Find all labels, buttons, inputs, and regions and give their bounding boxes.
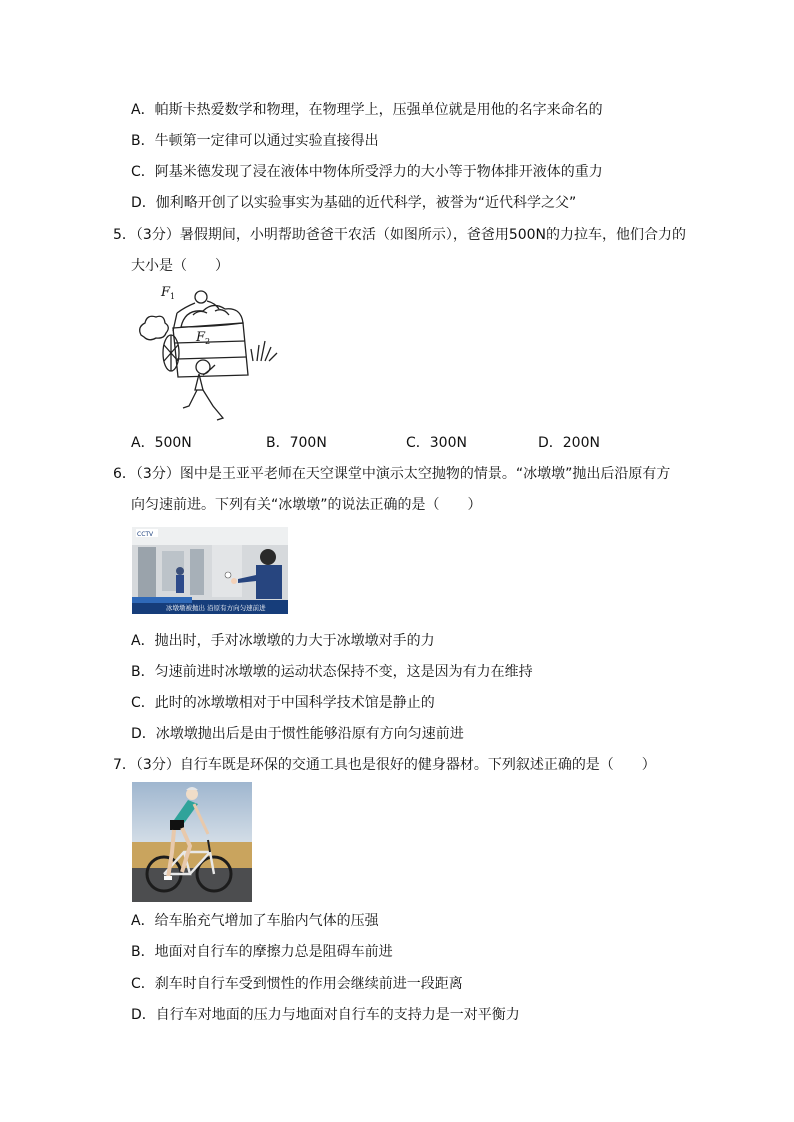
- f1-subscript: 1: [170, 292, 176, 301]
- f2-label: F: [196, 330, 206, 345]
- q5-stem-cont: 大小是（ ）: [131, 258, 229, 274]
- q5-option-c: C．300N: [406, 435, 467, 451]
- cart-illustration: [133, 283, 278, 426]
- q7-option-d: D．自行车对地面的压力与地面对自行车的支持力是一对平衡力: [131, 1007, 520, 1023]
- q6-option-a: A．抛出时，手对冰墩墩的力大于冰墩墩对手的力: [131, 633, 435, 649]
- cctv-logo: CCTV: [137, 531, 154, 538]
- q7-option-b: B．地面对自行车的摩擦力总是阻碍车前进: [131, 944, 393, 960]
- q6-option-c: C．此时的冰墩墩相对于中国科学技术馆是静止的: [131, 695, 435, 711]
- q5-stem: 5．（3分）暑假期间，小明帮助爸爸干农活（如图所示），爸爸用500N的力拉车，他们合力的: [113, 227, 687, 243]
- q6-space-station-photo: [132, 527, 288, 614]
- f2-subscript: 2: [205, 337, 211, 346]
- q6-option-b: B．匀速前进时冰墩墩的运动状态保持不变，这是因为有力在维持: [131, 664, 533, 680]
- q7-stem: 7．（3分）自行车既是环保的交通工具也是很好的健身器材。下列叙述正确的是（ ）: [113, 757, 656, 773]
- q6-stem: 6．（3分）图中是王亚平老师在天空课堂中演示太空抛物的情景。“冰墩墩”抛出后沿原有方: [113, 466, 671, 482]
- q6-stem-cont: 向匀速前进。下列有关“冰墩墩”的说法正确的是（ ）: [131, 497, 482, 513]
- q4-option-b: B．牛顿第一定律可以通过实验直接得出: [131, 133, 379, 149]
- q5-option-d: D．200N: [538, 435, 600, 451]
- q4-option-a: A．帕斯卡热爱数学和物理，在物理学上，压强单位就是用他的名字来命名的: [131, 102, 603, 118]
- q7-option-a: A．给车胎充气增加了车胎内气体的压强: [131, 913, 379, 929]
- q5-cart-figure: [133, 283, 278, 426]
- photo-caption: 冰墩墩被抛出 沿原有方向匀速前进: [166, 604, 266, 612]
- q4-option-d: D．伽利略开创了以实验事实为基础的近代科学，被誉为“近代科学之父”: [131, 195, 577, 211]
- q5-option-a: A．500N: [131, 435, 192, 451]
- q6-option-d: D．冰墩墩抛出后是由于惯性能够沿原有方向匀速前进: [131, 726, 464, 742]
- q7-option-c: C．刹车时自行车受到惯性的作用会继续前进一段距离: [131, 976, 463, 992]
- f1-label: F: [161, 285, 171, 300]
- q5-option-b: B．700N: [266, 435, 327, 451]
- q7-cyclist-photo: [132, 782, 252, 902]
- q4-option-c: C．阿基米德发现了浸在液体中物体所受浮力的大小等于物体排开液体的重力: [131, 164, 603, 180]
